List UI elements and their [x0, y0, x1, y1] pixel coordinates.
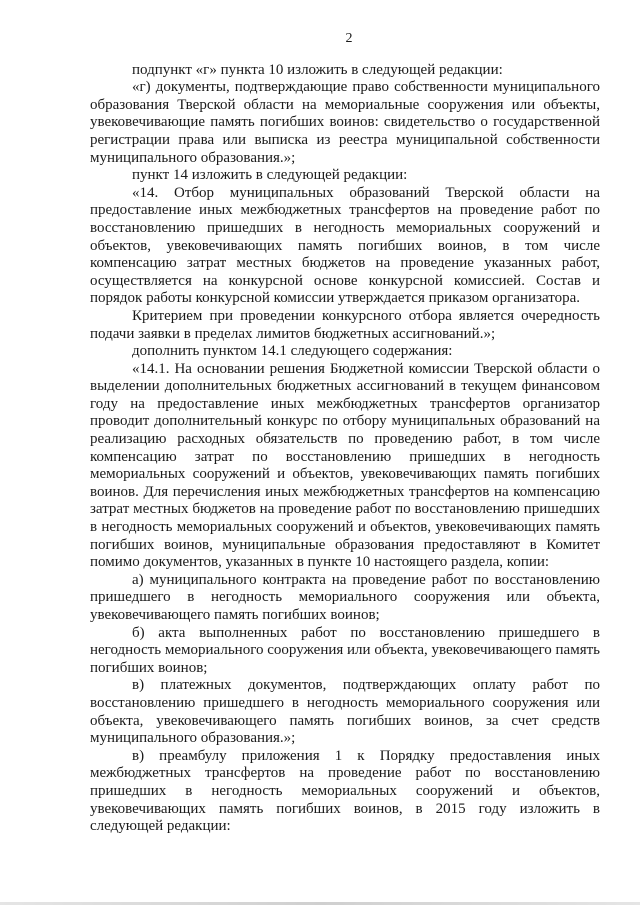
list-item-a: а) муниципального контракта на проведение работ по восстановлению пришедшего в негодность мемориального сооружения или объекта, увековечивающего память погибших воинов;	[90, 571, 600, 623]
paragraph-subpoint-g-text: «г) документы, подтверждающие право собственности муниципального образования Тверской области на мемориальные сооружения или объекты, увековечивающие память погибших воинов: свидетельство о государственной регистрации права или выписка из реестра муниципальной собственности муниципального образования.»;	[90, 79, 600, 166]
list-item-b: б) акта выполненных работ по восстановлению пришедшего в негодность мемориального сооружения или объекта, увековечивающего память погибших воинов;	[90, 624, 600, 676]
paragraph-point-14-1-text: «14.1. На основании решения Бюджетной комиссии Тверской области о выделении дополнительных бюджетных ассигнований в текущем финансовом году на предоставление иных межбюджетных трансфертов организатор проводит дополнительный конкурс по отбору муниципальных образований на реализацию расходных обязательств по проведению работ, в том числе компенсацию затрат по восстановлению пришедших в негодность мемориальных сооружений и объектов, увековечивающих память погибших воинов. Для перечисления иных межбюджетных трансфертов на компенсацию затрат местных бюджетов на проведение работ по восстановлению пришедших в негодность мемориальных сооружений и объектов, увековечивающих память погибших воинов, муниципальные образования предоставляют в Комитет помимо документов, указанных в пункте 10 настоящего раздела, копии:	[90, 360, 600, 571]
document-page	[90, 30, 600, 836]
page-number: 2	[345, 31, 353, 46]
paragraph-point-14-1-intro: дополнить пунктом 14.1 следующего содержания:	[132, 343, 453, 360]
paragraph-selection-criterion: Критерием при проведении конкурсного отбора является очередность подачи заявки в пределах лимитов бюджетных ассигнований.»;	[90, 307, 600, 342]
list-item-v: в) платежных документов, подтверждающих оплату работ по восстановлению пришедшего в негодность мемориального сооружения или объекта, увековечивающего память погибших воинов, за счет средств муниципального образования.»;	[90, 677, 600, 747]
paragraph-subpoint-g-intro: подпункт «г» пункта 10 изложить в следующей редакции:	[132, 61, 503, 78]
paragraph-point-14-intro: пункт 14 изложить в следующей редакции:	[132, 167, 408, 184]
paragraph-point-14-text: «14. Отбор муниципальных образований Тверской области на предоставление иных межбюджетных трансфертов на проведение работ по восстановлению пришедших в негодность мемориальных сооружений и объектов, увековечивающих память погибших воинов, в том числе компенсацию затрат местных бюджетов на проведение указанных работ, осуществляется на конкурсной основе конкурсной комиссией. Состав и порядок работы конкурсной комиссии утверждается приказом организатора.	[90, 184, 600, 307]
paragraph-appendix-preamble: в) преамбулу приложения 1 к Порядку предоставления иных межбюджетных трансфертов на проведение работ по восстановлению пришедших в негодность мемориальных сооружений и объектов, увековечивающих память погибших воинов, в 2015 году изложить в следующей редакции:	[90, 747, 600, 835]
